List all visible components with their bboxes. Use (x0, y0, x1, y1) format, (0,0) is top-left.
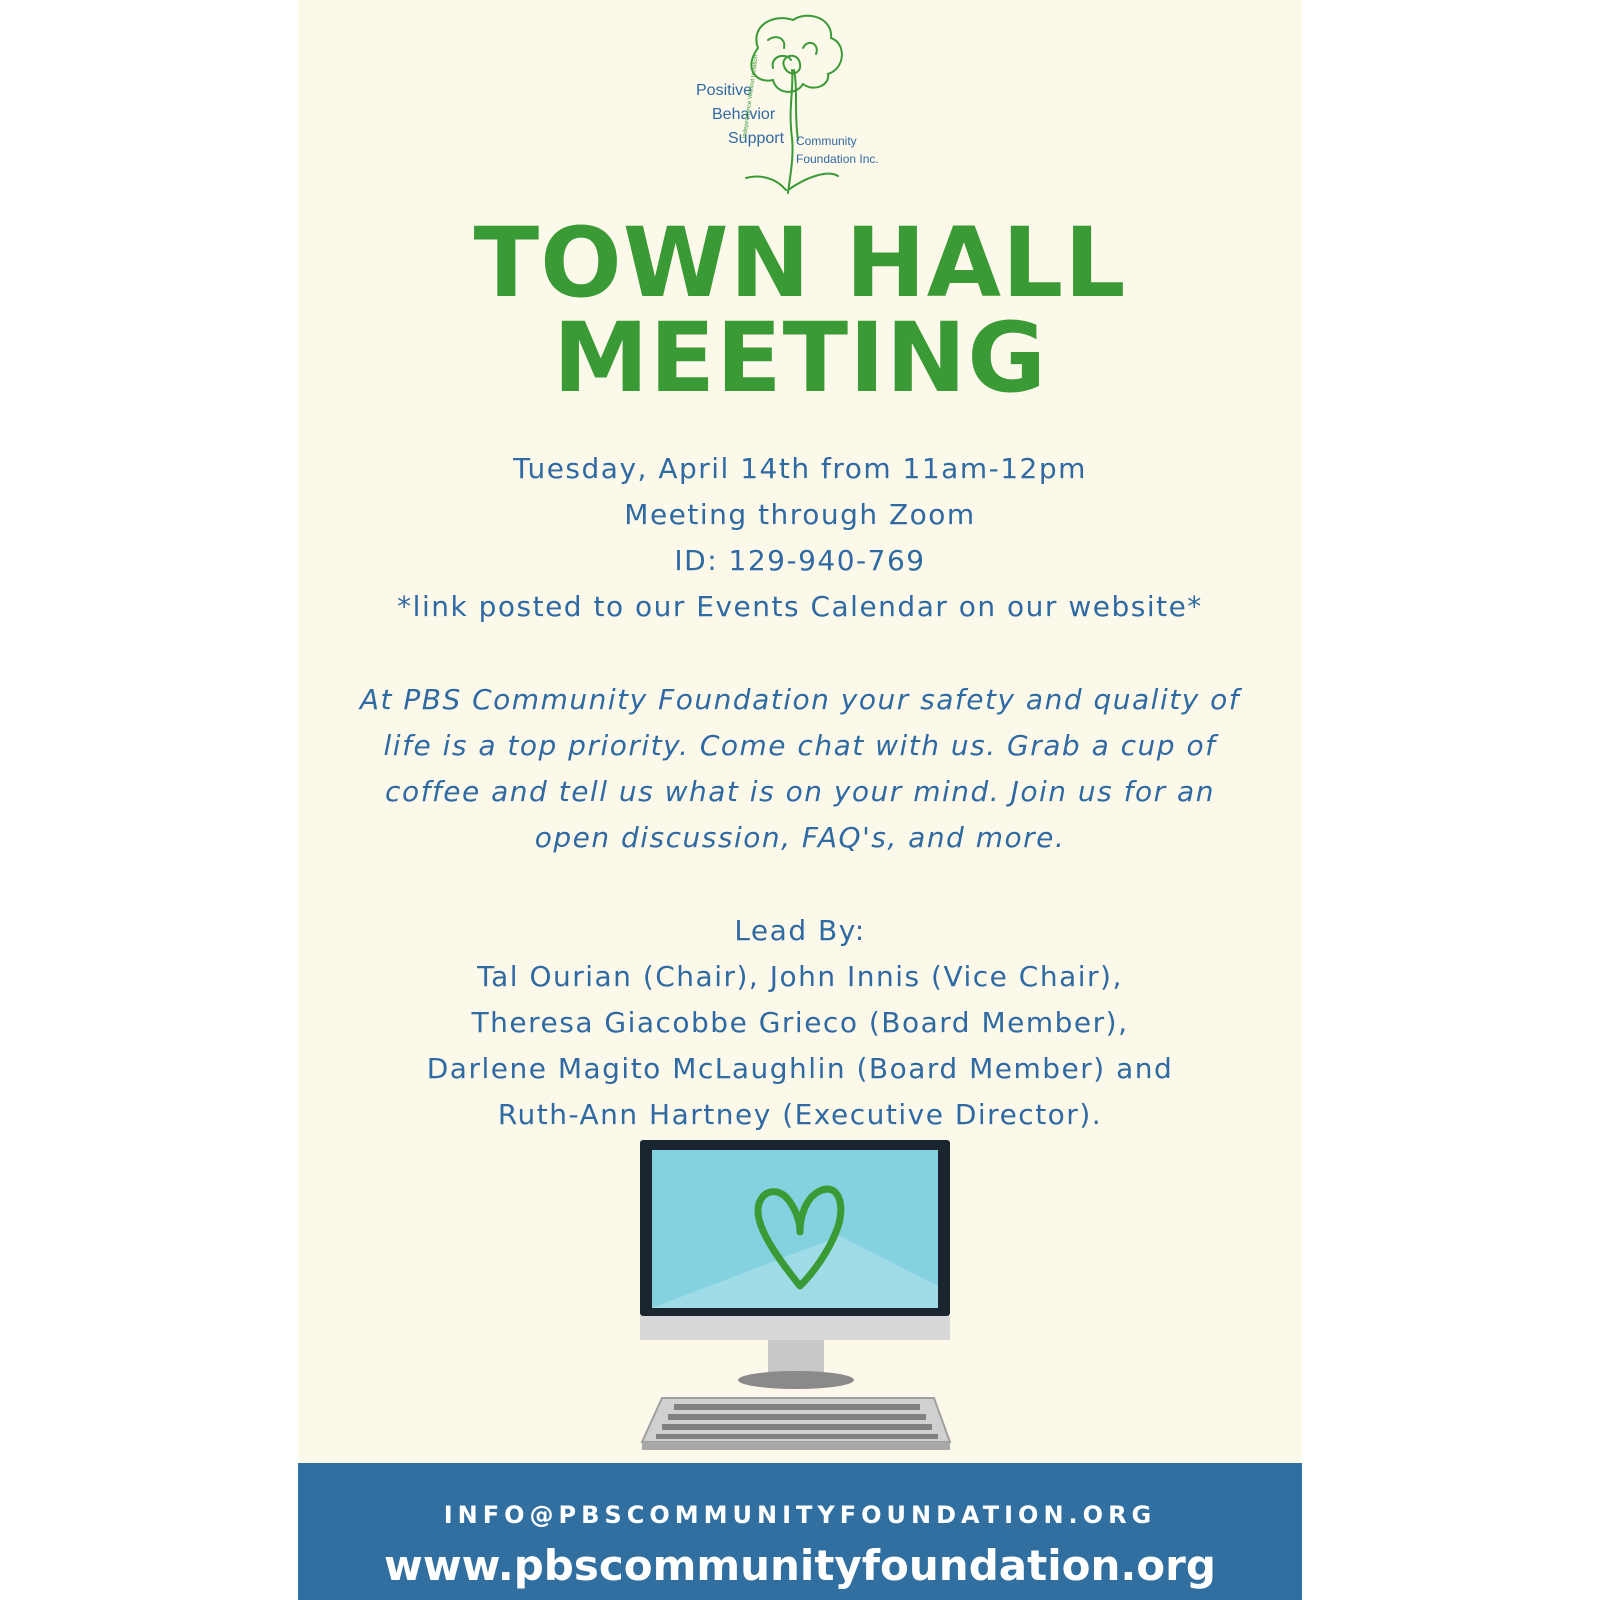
pbs-logo (688, 8, 918, 198)
logo-line-support: Support (728, 130, 785, 147)
link-note: *link posted to our Events Calendar on our website* (397, 590, 1203, 623)
logo-trunk-text: Independence Without Isolation (742, 54, 760, 139)
description-line-1: At PBS Community Foundation your safety and quality of (359, 683, 1241, 716)
leaders-line-2: Theresa Giacobbe Grieco (Board Member), (471, 1006, 1129, 1039)
logo-line-behavior: Behavior (712, 106, 776, 123)
flyer (298, 0, 1302, 1600)
leaders-line-4: Ruth-Ann Hartney (Executive Director). (497, 1098, 1103, 1131)
computer-heart-icon (640, 1136, 960, 1462)
description-line-4: open discussion, FAQ's, and more. (534, 821, 1066, 854)
website-link[interactable]: www.pbscommunityfoundation.org (384, 1541, 1216, 1590)
contact-email[interactable]: INFO@PBSCOMMUNITYFOUNDATION.ORG (443, 1501, 1157, 1529)
description-line-3: coffee and tell us what is on your mind. Join us for an (385, 775, 1215, 808)
meeting-platform: Meeting through Zoom (624, 498, 976, 531)
title-line-2: MEETING (552, 302, 1048, 414)
logo-side-community: Community (796, 134, 857, 148)
title-line-1: TOWN HALL (473, 207, 1127, 319)
leaders-line-3: Darlene Magito McLaughlin (Board Member) and (426, 1052, 1174, 1085)
leaders-line-1: Tal Ourian (Chair), John Innis (Vice Chair), (477, 960, 1123, 993)
meeting-date: Tuesday, April 14th from 11am-12pm (513, 452, 1087, 485)
meeting-id: ID: 129-940-769 (674, 544, 926, 577)
description-line-2: life is a top priority. Come chat with us. Grab a cup of (383, 729, 1217, 762)
tree-logo-icon (688, 8, 918, 198)
contact-footer (298, 1463, 1302, 1600)
logo-side-foundation: Foundation Inc. (796, 152, 879, 166)
logo-line-positive: Positive (696, 82, 753, 99)
leaders-heading: Lead By: (734, 914, 866, 947)
